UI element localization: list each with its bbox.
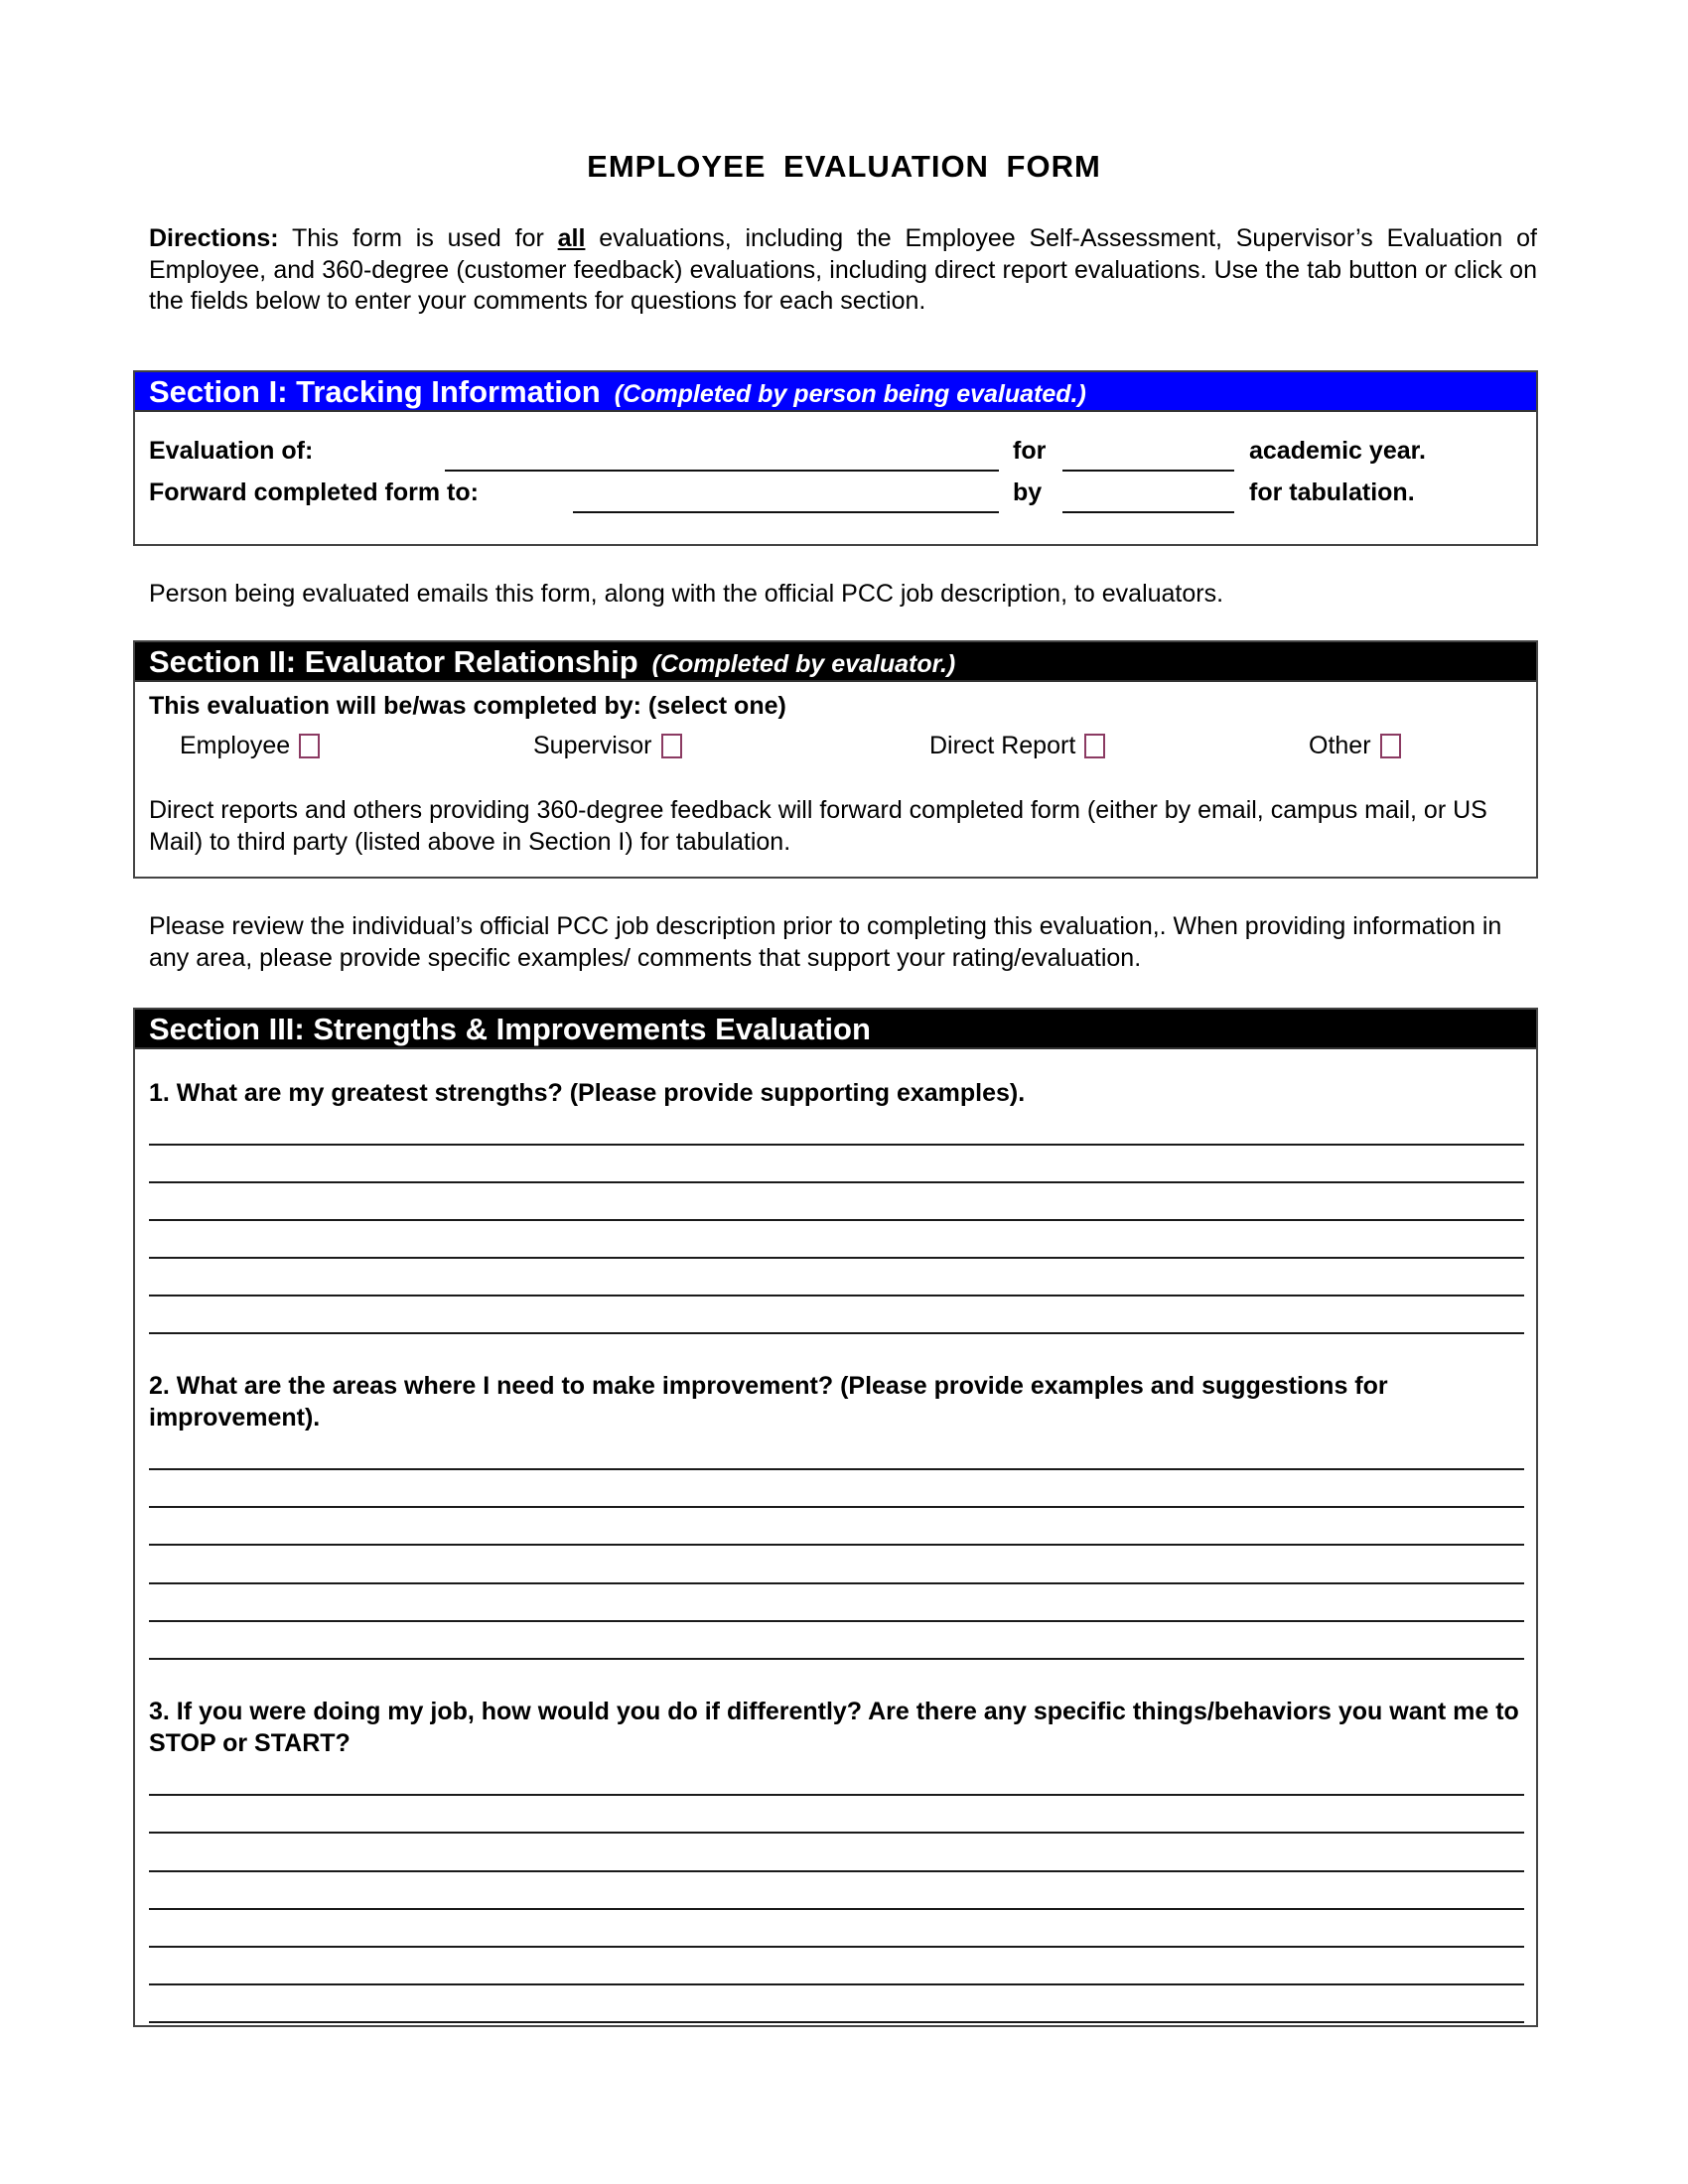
option-other-label: Other [1309,732,1371,759]
section-3-header [135,1010,1536,1049]
section-1-tracking-information [133,370,1538,546]
section-3-strengths-improvements [133,1008,1538,2027]
option-direct-report-label: Direct Report [929,732,1076,759]
section-2-evaluator-relationship [133,640,1538,879]
evaluation-of-field[interactable] [445,470,999,472]
academic-year-field[interactable] [1062,470,1234,472]
for-tabulation-label: for tabulation. [1249,478,1415,506]
directions-emphasis: all [557,224,586,252]
section-3-title: Section III: Strengths & Improvements Evaluation [149,1012,871,1046]
by-label: by [1013,478,1043,506]
directions-text-before: This form is used for [278,224,558,252]
due-date-field[interactable] [1062,511,1234,513]
option-other[interactable] [1309,731,1401,760]
question-2-answer-line[interactable] [149,1582,1524,1584]
option-employee-label: Employee [180,732,291,759]
question-1-answer-line[interactable] [149,1144,1524,1146]
question-3: 3. If you were doing my job, how would you do if differently? Are there any specific things/behaviors you want me to STOP or START? [149,1698,1519,1757]
question-1-answer-line[interactable] [149,1181,1524,1183]
question-1: 1. What are my greatest strengths? (Please provide supporting examples). [149,1079,1026,1107]
question-2-answer-line[interactable] [149,1544,1524,1546]
question-1-answer-line[interactable] [149,1295,1524,1297]
question-2-answer-line[interactable] [149,1468,1524,1470]
other-checkbox[interactable] [1380,734,1401,758]
directions-label: Directions: [149,224,279,252]
note-review-job-description: Please review the individual’s official PCC job description prior to completing this evaluation,. When providing information in any area, please provide specific examples/ comments that support your rating/evaluation. [149,912,1502,972]
section-1-title: Section I: Tracking Information [149,374,601,409]
for-label: for [1013,437,1047,465]
directions-text-after: evaluations, including the Employee Self-Assessment, Supervisor’s Evaluation of Employee, and 360-degree (customer feedback) evaluations, including direct report evaluations. Use the tab button or click on the fields below to enter your comments for questions for each section. [149,224,1537,315]
section-1-subtitle: (Completed by person being evaluated.) [614,380,1086,408]
option-supervisor[interactable] [533,731,682,760]
direct-report-checkbox[interactable] [1084,734,1105,758]
section-2-title: Section II: Evaluator Relationship [149,644,638,679]
forward-to-label: Forward completed form to: [149,478,479,506]
question-3-answer-line[interactable] [149,1794,1524,1796]
forward-to-field[interactable] [573,511,999,513]
question-1-answer-line[interactable] [149,1219,1524,1221]
supervisor-checkbox[interactable] [661,734,682,758]
page-title: EMPLOYEE EVALUATION FORM [587,149,1101,184]
question-3-answer-line[interactable] [149,1946,1524,1948]
note-person-evaluated: Person being evaluated emails this form, along with the official PCC job description, to evaluators. [149,580,1224,608]
evaluation-of-label: Evaluation of: [149,437,314,465]
question-3-answer-line[interactable] [149,1832,1524,1834]
question-3-answer-line[interactable] [149,1870,1524,1872]
directions-paragraph [149,223,1537,318]
option-direct-report[interactable] [929,731,1105,760]
question-2: 2. What are the areas where I need to make improvement? (Please provide examples and suggestions for improvement). [149,1372,1388,1432]
option-supervisor-label: Supervisor [533,732,652,759]
question-1-answer-line[interactable] [149,1257,1524,1259]
section-1-header [135,372,1536,412]
question-3-answer-line[interactable] [149,2021,1524,2023]
section-2-subtitle: (Completed by evaluator.) [651,650,956,678]
question-1-answer-line[interactable] [149,1332,1524,1334]
question-3-answer-line[interactable] [149,1983,1524,1985]
question-3-answer-line[interactable] [149,1908,1524,1910]
academic-year-label: academic year. [1249,437,1426,465]
question-2-answer-line[interactable] [149,1620,1524,1622]
question-2-answer-line[interactable] [149,1658,1524,1660]
option-employee[interactable] [180,731,320,760]
employee-checkbox[interactable] [299,734,320,758]
section-2-forwarding-note: Direct reports and others providing 360-degree feedback will forward completed form (either by email, campus mail, or US Mail) to third party (listed above in Section I) for tabulation. [149,796,1487,856]
question-2-answer-line[interactable] [149,1506,1524,1508]
section-2-header [135,642,1536,682]
select-one-prompt: This evaluation will be/was completed by: (select one) [149,692,786,720]
